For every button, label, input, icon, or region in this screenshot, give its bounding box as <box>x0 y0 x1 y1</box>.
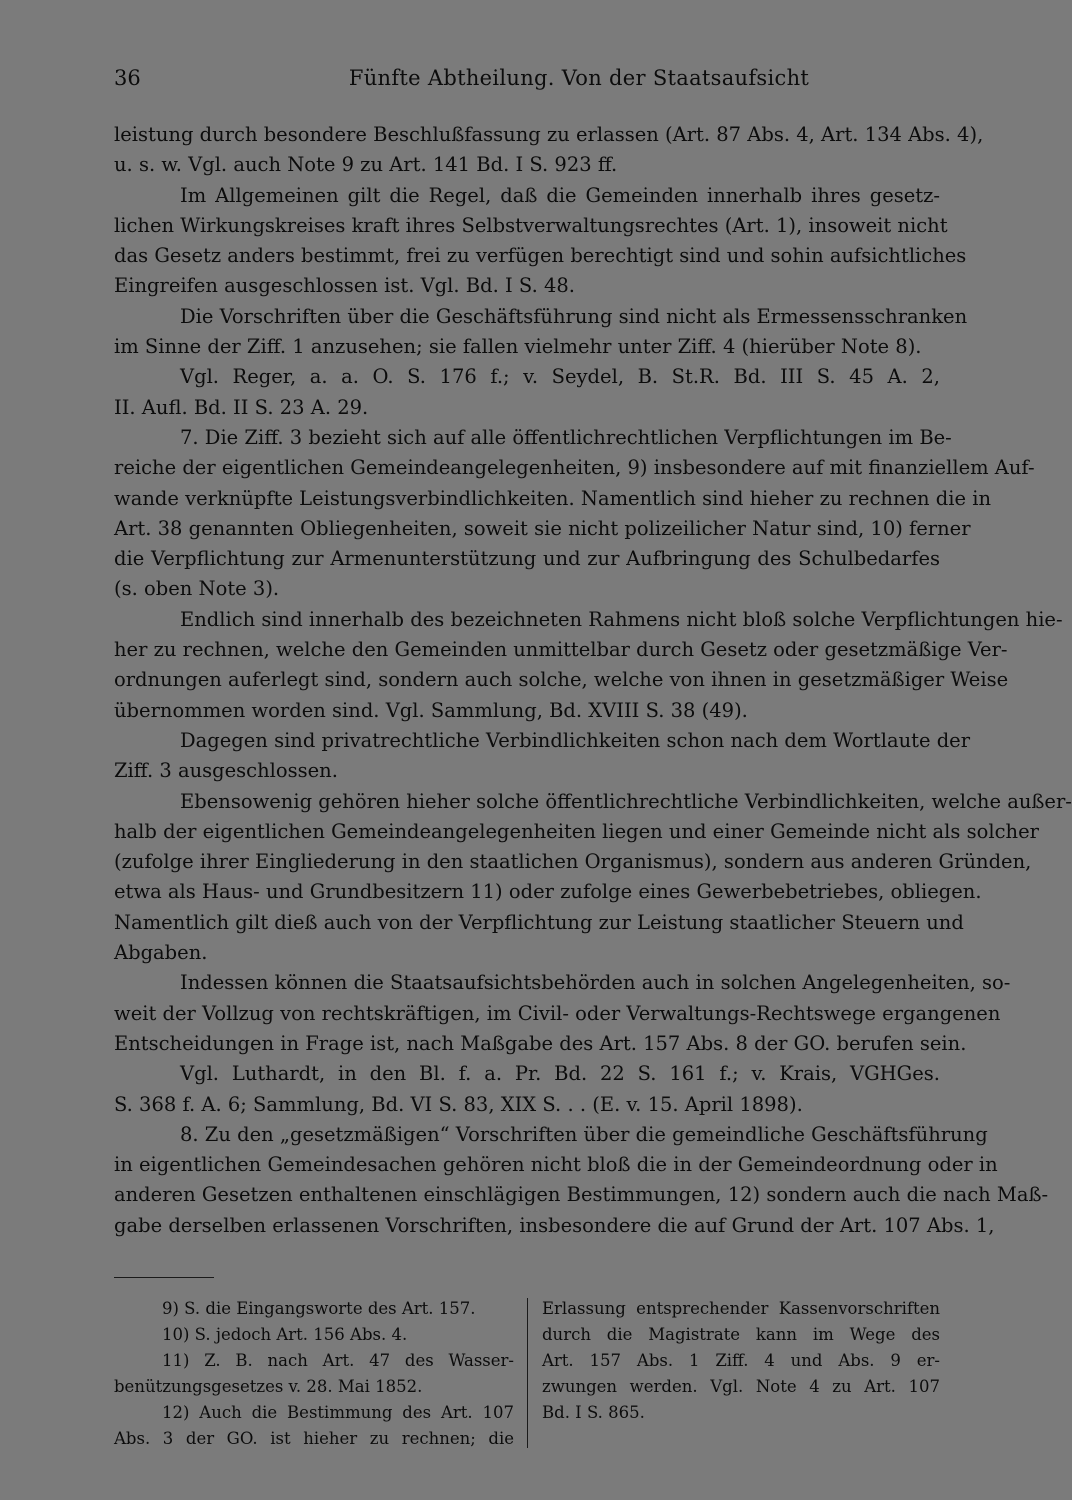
text-line: Vgl. Luthardt, in den Bl. f. a. Pr. Bd. 22 S. 161 f.; v. Krais, VGHGes. <box>180 1062 940 1086</box>
text-line: anderen Gesetzen enthaltenen einschlägigen Bestimmungen, 12) sondern auch die nach Maß- <box>114 1183 1049 1207</box>
running-title: Fünfte Abtheilung. Von der Staatsaufsicht <box>348 66 810 90</box>
footnote-line: zwungen werden. Vgl. Note 4 zu Art. 107 <box>542 1377 940 1396</box>
text-line: Entscheidungen in Frage ist, nach Maßgabe des Art. 157 Abs. 8 der GO. berufen sein. <box>114 1031 967 1055</box>
text-line: gabe derselben erlassenen Vorschriften, insbesondere die auf Grund der Art. 107 Abs. 1, <box>114 1213 995 1237</box>
footnote-line: Bd. I S. 865. <box>542 1403 645 1422</box>
text-line: Eingreifen ausgeschlossen ist. Vgl. Bd. I S. 48. <box>114 274 575 298</box>
text-line: Art. 38 genannten Obliegenheiten, soweit sie nicht polizeilicher Natur sind, 10) ferner <box>114 516 971 540</box>
footnotes-right-column <box>542 1296 940 1426</box>
footnote-separator <box>114 1277 214 1278</box>
text-line: die Verpflichtung zur Armenunterstützung und zur Aufbringung des Schulbedarfes <box>114 547 940 571</box>
text-line: her zu rechnen, welche den Gemeinden unmittelbar durch Gesetz oder gesetzmäßige Ver- <box>114 638 1008 662</box>
text-line: Vgl. Reger, a. a. O. S. 176 f.; v. Seydel, B. St.R. Bd. III S. 45 A. 2, <box>180 365 940 389</box>
page-number: 36 <box>114 66 141 90</box>
text-line: etwa als Haus- und Grundbesitzern 11) oder zufolge eines Gewerbebetriebes, obliegen. <box>114 880 982 904</box>
footnote-line: benützungsgesetzes v. 28. Mai 1852. <box>114 1377 423 1396</box>
footnote-line: Art. 157 Abs. 1 Ziff. 4 und Abs. 9 er- <box>542 1351 940 1370</box>
footnote-line: 9) S. die Eingangsworte des Art. 157. <box>162 1299 476 1318</box>
text-line: Ebensowenig gehören hieher solche öffentlichrechtliche Verbindlichkeiten, welche außer- <box>180 789 1072 813</box>
footnote-line: 12) Auch die Bestimmung des Art. 107 <box>162 1403 514 1422</box>
footnotes-left-column <box>114 1296 514 1452</box>
text-line: im Sinne der Ziff. 1 anzusehen; sie fallen vielmehr unter Ziff. 4 (hierüber Note 8). <box>114 335 922 359</box>
footnote-column-divider <box>527 1298 528 1448</box>
text-line: Ziff. 3 ausgeschlossen. <box>114 759 338 783</box>
text-line: übernommen worden sind. Vgl. Sammlung, Bd. XVIII S. 38 (49). <box>114 698 748 722</box>
footnote-line: Abs. 3 der GO. ist hieher zu rechnen; die <box>114 1429 514 1448</box>
text-line: 8. Zu den „gesetzmäßigen“ Vorschriften über die gemeindliche Geschäftsführung <box>180 1122 988 1146</box>
text-line: reiche der eigentlichen Gemeindeangelegenheiten, 9) insbesondere auf mit finanziellem Auf- <box>114 456 1035 480</box>
text-line: das Gesetz anders bestimmt, frei zu verfügen berechtigt sind und sohin aufsichtliches <box>114 244 967 268</box>
text-line: halb der eigentlichen Gemeindeangelegenheiten liegen und einer Gemeinde nicht als solcher <box>114 819 1039 843</box>
main-text <box>114 120 1072 1241</box>
page-header <box>114 66 940 100</box>
text-line: Im Allgemeinen gilt die Regel, daß die Gemeinden innerhalb ihres gesetz- <box>180 183 940 207</box>
text-line: Die Vorschriften über die Geschäftsführung sind nicht als Ermessensschranken <box>180 304 968 328</box>
text-line: II. Aufl. Bd. II S. 23 A. 29. <box>114 395 369 419</box>
text-line: u. s. w. Vgl. auch Note 9 zu Art. 141 Bd. I S. 923 ff. <box>114 153 618 177</box>
text-line: Namentlich gilt dieß auch von der Verpflichtung zur Leistung staatlicher Steuern und <box>114 910 964 934</box>
text-line: in eigentlichen Gemeindesachen gehören nicht bloß die in der Gemeindeordnung oder in <box>114 1153 998 1177</box>
text-line: ordnungen auferlegt sind, sondern auch solche, welche von ihnen in gesetzmäßiger Weise <box>114 668 1009 692</box>
text-line: (s. oben Note 3). <box>114 577 280 601</box>
text-line: Abgaben. <box>114 941 208 965</box>
text-line: wande verknüpfte Leistungsverbindlichkeiten. Namentlich sind hieher zu rechnen die in <box>114 486 992 510</box>
footnote-line: 11) Z. B. nach Art. 47 des Wasser- <box>162 1351 514 1370</box>
footnote-line: 10) S. jedoch Art. 156 Abs. 4. <box>162 1325 408 1344</box>
text-line: Endlich sind innerhalb des bezeichneten Rahmens nicht bloß solche Verpflichtungen hie- <box>180 607 1063 631</box>
text-line: weit der Vollzug von rechtskräftigen, im Civil- oder Verwaltungs-Rechtswege ergangenen <box>114 1001 1001 1025</box>
text-line: Dagegen sind privatrechtliche Verbindlichkeiten schon nach dem Wortlaute der <box>180 728 971 752</box>
text-line: leistung durch besondere Beschlußfassung zu erlassen (Art. 87 Abs. 4, Art. 134 Abs. 4), <box>114 123 984 146</box>
text-line: (zufolge ihrer Eingliederung in den staatlichen Organismus), sondern aus anderen Gründen, <box>114 850 1032 874</box>
text-line: lichen Wirkungskreises kraft ihres Selbstverwaltungsrechtes (Art. 1), insoweit nicht <box>114 213 948 237</box>
text-line: 7. Die Ziff. 3 bezieht sich auf alle öffentlichrechtlichen Verpflichtungen im Be- <box>180 425 952 449</box>
footnote-line: Erlassung entsprechender Kassenvorschriften <box>542 1299 940 1318</box>
text-line: Indessen können die Staatsaufsichtsbehörden auch in solchen Angelegenheiten, so- <box>180 971 1011 995</box>
footnote-line: durch die Magistrate kann im Wege des <box>542 1325 940 1344</box>
text-line: S. 368 f. A. 6; Sammlung, Bd. VI S. 83, XIX S. . . (E. v. 15. April 1898). <box>114 1092 803 1116</box>
